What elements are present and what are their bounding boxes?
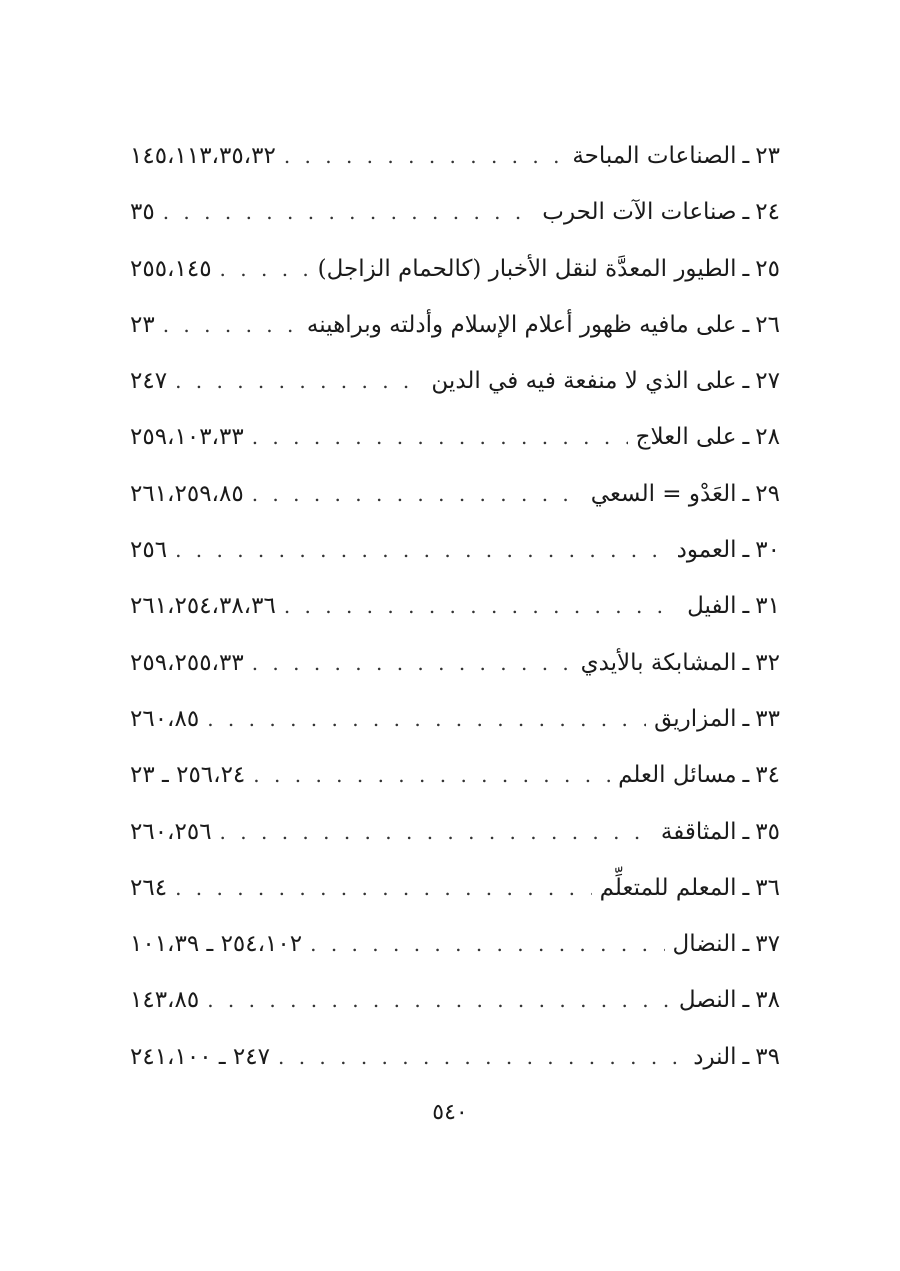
entry-separator: ـ <box>742 987 750 1014</box>
entry-number: ٢٤ <box>755 199 780 226</box>
list-item <box>130 691 780 747</box>
list-item <box>130 747 780 803</box>
list-item <box>130 353 780 409</box>
entry-number: ٣٠ <box>755 537 780 564</box>
list-item <box>130 635 780 691</box>
dot-leader <box>278 1029 685 1085</box>
entry-number: ٣٤ <box>755 762 780 789</box>
list-item <box>130 804 780 860</box>
entry-number: ٣٣ <box>755 705 780 732</box>
dot-leader <box>252 409 628 465</box>
entry-pages: ٢٦٠،٨٥ <box>130 705 200 732</box>
entry-separator: ـ <box>742 368 750 395</box>
entry-title: المعلم للمتعلِّم <box>599 874 737 901</box>
entry-number: ٢٨ <box>755 424 780 451</box>
entry-number: ٢٧ <box>755 368 780 395</box>
entry-separator: ـ <box>742 255 750 282</box>
entry-title: المزاريق <box>654 705 737 732</box>
entry-separator: ـ <box>742 143 750 169</box>
list-item <box>130 409 780 465</box>
entry-pages: ٢٥٩،١٠٣،٣٣ <box>130 424 244 451</box>
entry-number: ٣٨ <box>755 987 780 1014</box>
entry-separator: ـ <box>742 199 750 226</box>
list-item <box>130 578 780 634</box>
list-item <box>130 297 780 353</box>
entry-separator: ـ <box>742 649 750 676</box>
dot-leader <box>252 466 583 522</box>
entry-separator: ـ <box>742 593 750 620</box>
index-list <box>130 128 780 1085</box>
entry-separator: ـ <box>742 1043 750 1070</box>
entry-separator: ـ <box>742 931 750 958</box>
entry-separator: ـ <box>742 480 750 507</box>
entry-number: ٣٩ <box>755 1043 780 1070</box>
entry-number: ٢٥ <box>755 255 780 282</box>
entry-title: العَدْو = السعي <box>590 480 737 507</box>
dot-leader <box>163 297 299 353</box>
entry-pages: ١٤٥،١١٣،٣٥،٣٢ <box>130 143 276 169</box>
list-item <box>130 972 780 1028</box>
dot-leader <box>220 241 310 297</box>
entry-separator: ـ <box>742 311 750 338</box>
entry-title: على العلاج <box>635 424 737 451</box>
list-item <box>130 916 780 972</box>
entry-title: صناعات الآت الحرب <box>542 199 737 226</box>
entry-pages: ٢٥٥،١٤٥ <box>130 255 212 282</box>
entry-number: ٣٦ <box>755 874 780 901</box>
entry-pages: ٢٣ <box>130 311 155 338</box>
entry-pages: ٢٥٦ <box>130 537 168 564</box>
entry-pages: ٢٦٤ <box>130 874 168 901</box>
entry-number: ٣٢ <box>755 649 780 676</box>
entry-pages: ٢٤٧ ـ ٢٤١،١٠٠ <box>130 1043 270 1070</box>
entry-pages: ٢٦١،٢٥٤،٣٨،٣٦ <box>130 593 276 620</box>
list-item <box>130 241 780 297</box>
entry-separator: ـ <box>742 874 750 901</box>
entry-number: ٣٧ <box>755 931 780 958</box>
entry-title: الطيور المعدَّة لنقل الأخبار (كالحمام الزاجل) <box>317 255 737 282</box>
dot-leader <box>207 972 671 1028</box>
entry-pages: ٢٥٦،٢٤ ـ ٢٣ <box>130 762 246 789</box>
entry-title: مسائل العلم <box>618 762 737 789</box>
entry-pages: ٢٤٧ <box>130 368 168 395</box>
dot-leader <box>220 804 653 860</box>
entry-title: المثاقفة <box>660 818 737 845</box>
entry-pages: ١٤٣،٨٥ <box>130 987 200 1014</box>
entry-title: العمود <box>676 537 737 564</box>
entry-separator: ـ <box>742 424 750 451</box>
entry-pages: ٢٦٠،٢٥٦ <box>130 818 212 845</box>
dot-leader <box>284 128 565 184</box>
entry-separator: ـ <box>742 537 750 564</box>
dot-leader <box>175 860 592 916</box>
entry-title: النصل <box>678 987 737 1014</box>
entry-number: ٢٩ <box>755 480 780 507</box>
dot-leader <box>253 747 610 803</box>
entry-title: المشابكة بالأيدي <box>580 649 737 676</box>
dot-leader <box>175 522 669 578</box>
entry-title: النضال <box>672 931 737 958</box>
entry-pages: ٢٥٩،٢٥٥،٣٣ <box>130 649 244 676</box>
entry-title: الفيل <box>687 593 737 620</box>
page-number: ٥٤٠ <box>432 1100 468 1125</box>
entry-number: ٣٥ <box>755 818 780 845</box>
entry-pages: ٣٥ <box>130 199 155 226</box>
entry-title: على الذي لا منفعة فيه في الدين <box>431 368 737 395</box>
entry-separator: ـ <box>742 705 750 732</box>
dot-leader <box>310 916 664 972</box>
entry-number: ٢٦ <box>755 311 780 338</box>
list-item <box>130 522 780 578</box>
list-item <box>130 860 780 916</box>
entry-number: ٣١ <box>755 593 780 620</box>
dot-leader <box>207 691 646 747</box>
list-item <box>130 128 780 184</box>
entry-title: الصناعات المباحة <box>572 143 737 169</box>
entry-separator: ـ <box>742 818 750 845</box>
entry-pages: ٢٥٤،١٠٢ ـ ١٠١،٣٩ <box>130 931 303 958</box>
entry-title: على مافيه ظهور أعلام الإسلام وأدلته وبراهينه <box>306 311 737 338</box>
dot-leader <box>252 635 573 691</box>
dot-leader <box>163 184 535 240</box>
entry-pages: ٢٦١،٢٥٩،٨٥ <box>130 480 244 507</box>
entry-title: النرد <box>693 1043 737 1070</box>
list-item <box>130 1029 780 1085</box>
entry-number: ٢٣ <box>755 143 780 169</box>
list-item <box>130 184 780 240</box>
list-item <box>130 466 780 522</box>
dot-leader <box>284 578 679 634</box>
entry-separator: ـ <box>742 762 750 789</box>
dot-leader <box>175 353 423 409</box>
